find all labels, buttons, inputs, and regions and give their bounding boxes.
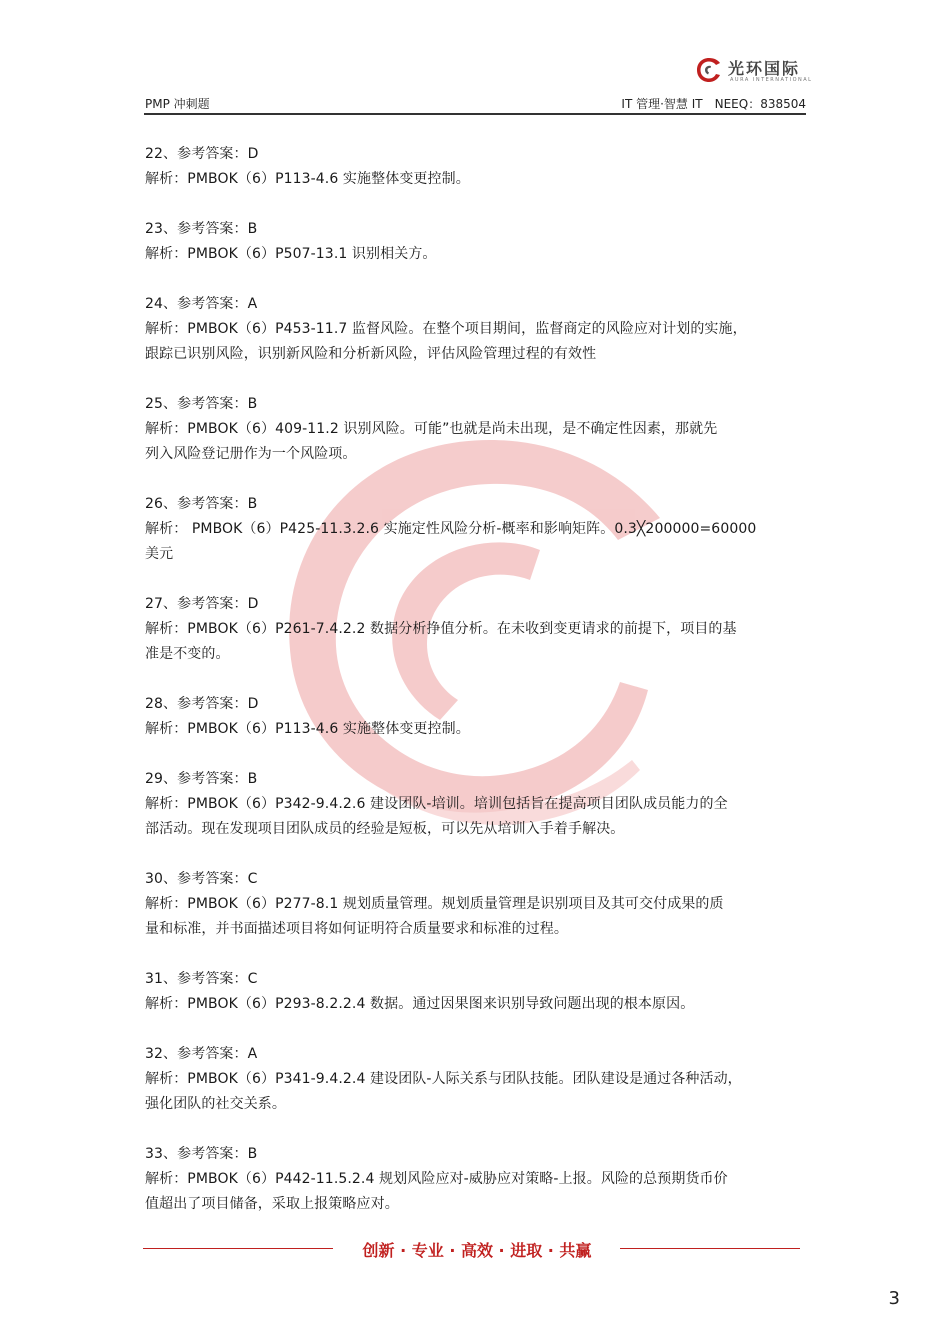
answer-explanation-line: 量和标准，并书面描述项目将如何证明符合质量要求和标准的过程。 bbox=[145, 921, 568, 937]
footer-slogan: 创新 · 专业 · 高效 · 进取 · 共赢 bbox=[362, 1241, 592, 1260]
answer-explanation-line: 解析：PMBOK（6）P507-13.1 识别相关方。 bbox=[145, 246, 437, 262]
answer-entry bbox=[145, 867, 807, 942]
answer-entry bbox=[145, 492, 807, 567]
answer-entry bbox=[145, 592, 807, 667]
answer-entry bbox=[145, 967, 807, 1017]
answer-heading: 23、参考答案：B bbox=[145, 221, 258, 237]
logo-english-text: AURA INTERNATIONAL bbox=[730, 77, 813, 83]
answer-entry bbox=[145, 392, 807, 467]
answer-entry bbox=[145, 767, 807, 842]
answer-entry bbox=[145, 142, 807, 192]
logo-swirl-icon bbox=[694, 55, 724, 85]
answer-explanation-line: 值超出了项目储备，采取上报策略应对。 bbox=[145, 1196, 399, 1212]
answer-entry bbox=[145, 292, 807, 367]
answer-explanation-line: 解析：PMBOK（6）P113-4.6 实施整体变更控制。 bbox=[145, 171, 470, 187]
answer-heading: 29、参考答案：B bbox=[145, 771, 258, 787]
answer-explanation-line: 解析：PMBOK（6）P453-11.7 监督风险。在整个项目期间，监督商定的风险应对计划的实施， bbox=[145, 321, 747, 337]
footer-divider-right bbox=[620, 1248, 800, 1249]
answer-heading: 26、参考答案：B bbox=[145, 496, 258, 512]
answer-list bbox=[145, 142, 807, 1242]
header-title: PMP 冲刺题 bbox=[145, 97, 210, 111]
answer-heading: 22、参考答案：D bbox=[145, 146, 259, 162]
answer-heading: 25、参考答案：B bbox=[145, 396, 258, 412]
answer-entry bbox=[145, 1142, 807, 1217]
footer-divider-left bbox=[143, 1248, 333, 1249]
answer-explanation-line: 解析：PMBOK（6）P442-11.5.2.4 规划风险应对-威胁应对策略-上报。风险的总预期货币价 bbox=[145, 1171, 728, 1187]
answer-explanation-line: 准是不变的。 bbox=[145, 646, 230, 662]
answer-heading: 32、参考答案：A bbox=[145, 1046, 258, 1062]
answer-explanation-line: 美元 bbox=[145, 546, 174, 562]
answer-explanation-line: 解析： PMBOK（6）P425-11.3.2.6 实施定性风险分析-概率和影响矩阵。0.3╳200000=60000 bbox=[145, 521, 757, 537]
answer-explanation-line: 解析：PMBOK（6）409-11.2 识别风险。可能”也就是尚未出现，是不确定性因素，那就先 bbox=[145, 421, 718, 437]
answer-entry bbox=[145, 692, 807, 742]
page-number: 3 bbox=[888, 1288, 900, 1309]
answer-heading: 30、参考答案：C bbox=[145, 871, 258, 887]
answer-explanation-line: 强化团队的社交关系。 bbox=[145, 1096, 286, 1112]
answer-heading: 28、参考答案：D bbox=[145, 696, 259, 712]
header-divider bbox=[144, 113, 806, 115]
answer-explanation-line: 跟踪已识别风险，识别新风险和分析新风险，评估风险管理过程的有效性 bbox=[145, 346, 597, 362]
answer-explanation-line: 解析：PMBOK（6）P341-9.4.2.4 建设团队-人际关系与团队技能。团队建设是通过各种活动， bbox=[145, 1071, 742, 1087]
answer-explanation-line: 解析：PMBOK（6）P261-7.4.2.2 数据分析挣值分析。在未收到变更请求的前提下，项目的基 bbox=[145, 621, 737, 637]
answer-explanation-line: 解析：PMBOK（6）P277-8.1 规划质量管理。规划质量管理是识别项目及其可交付成果的质 bbox=[145, 896, 724, 912]
answer-explanation-line: 解析：PMBOK（6）P342-9.4.2.6 建设团队-培训。培训包括旨在提高项目团队成员能力的全 bbox=[145, 796, 728, 812]
answer-explanation-line: 列入风险登记册作为一个风险项。 bbox=[145, 446, 357, 462]
answer-explanation-line: 解析：PMBOK（6）P293-8.2.2.4 数据。通过因果图来识别导致问题出现的根本原因。 bbox=[145, 996, 695, 1012]
logo-chinese-text: 光环国际 bbox=[728, 59, 801, 78]
answer-entry bbox=[145, 217, 807, 267]
answer-heading: 33、参考答案：B bbox=[145, 1146, 258, 1162]
answer-explanation-line: 部活动。现在发现项目团队成员的经验是短板，可以先从培训入手着手解决。 bbox=[145, 821, 625, 837]
answer-entry bbox=[145, 1042, 807, 1117]
answer-heading: 31、参考答案：C bbox=[145, 971, 258, 987]
answer-explanation-line: 解析：PMBOK（6）P113-4.6 实施整体变更控制。 bbox=[145, 721, 470, 737]
answer-heading: 27、参考答案：D bbox=[145, 596, 259, 612]
header-company-info: IT 管理·智慧 IT NEEQ：838504 bbox=[621, 97, 806, 111]
answer-heading: 24、参考答案：A bbox=[145, 296, 258, 312]
